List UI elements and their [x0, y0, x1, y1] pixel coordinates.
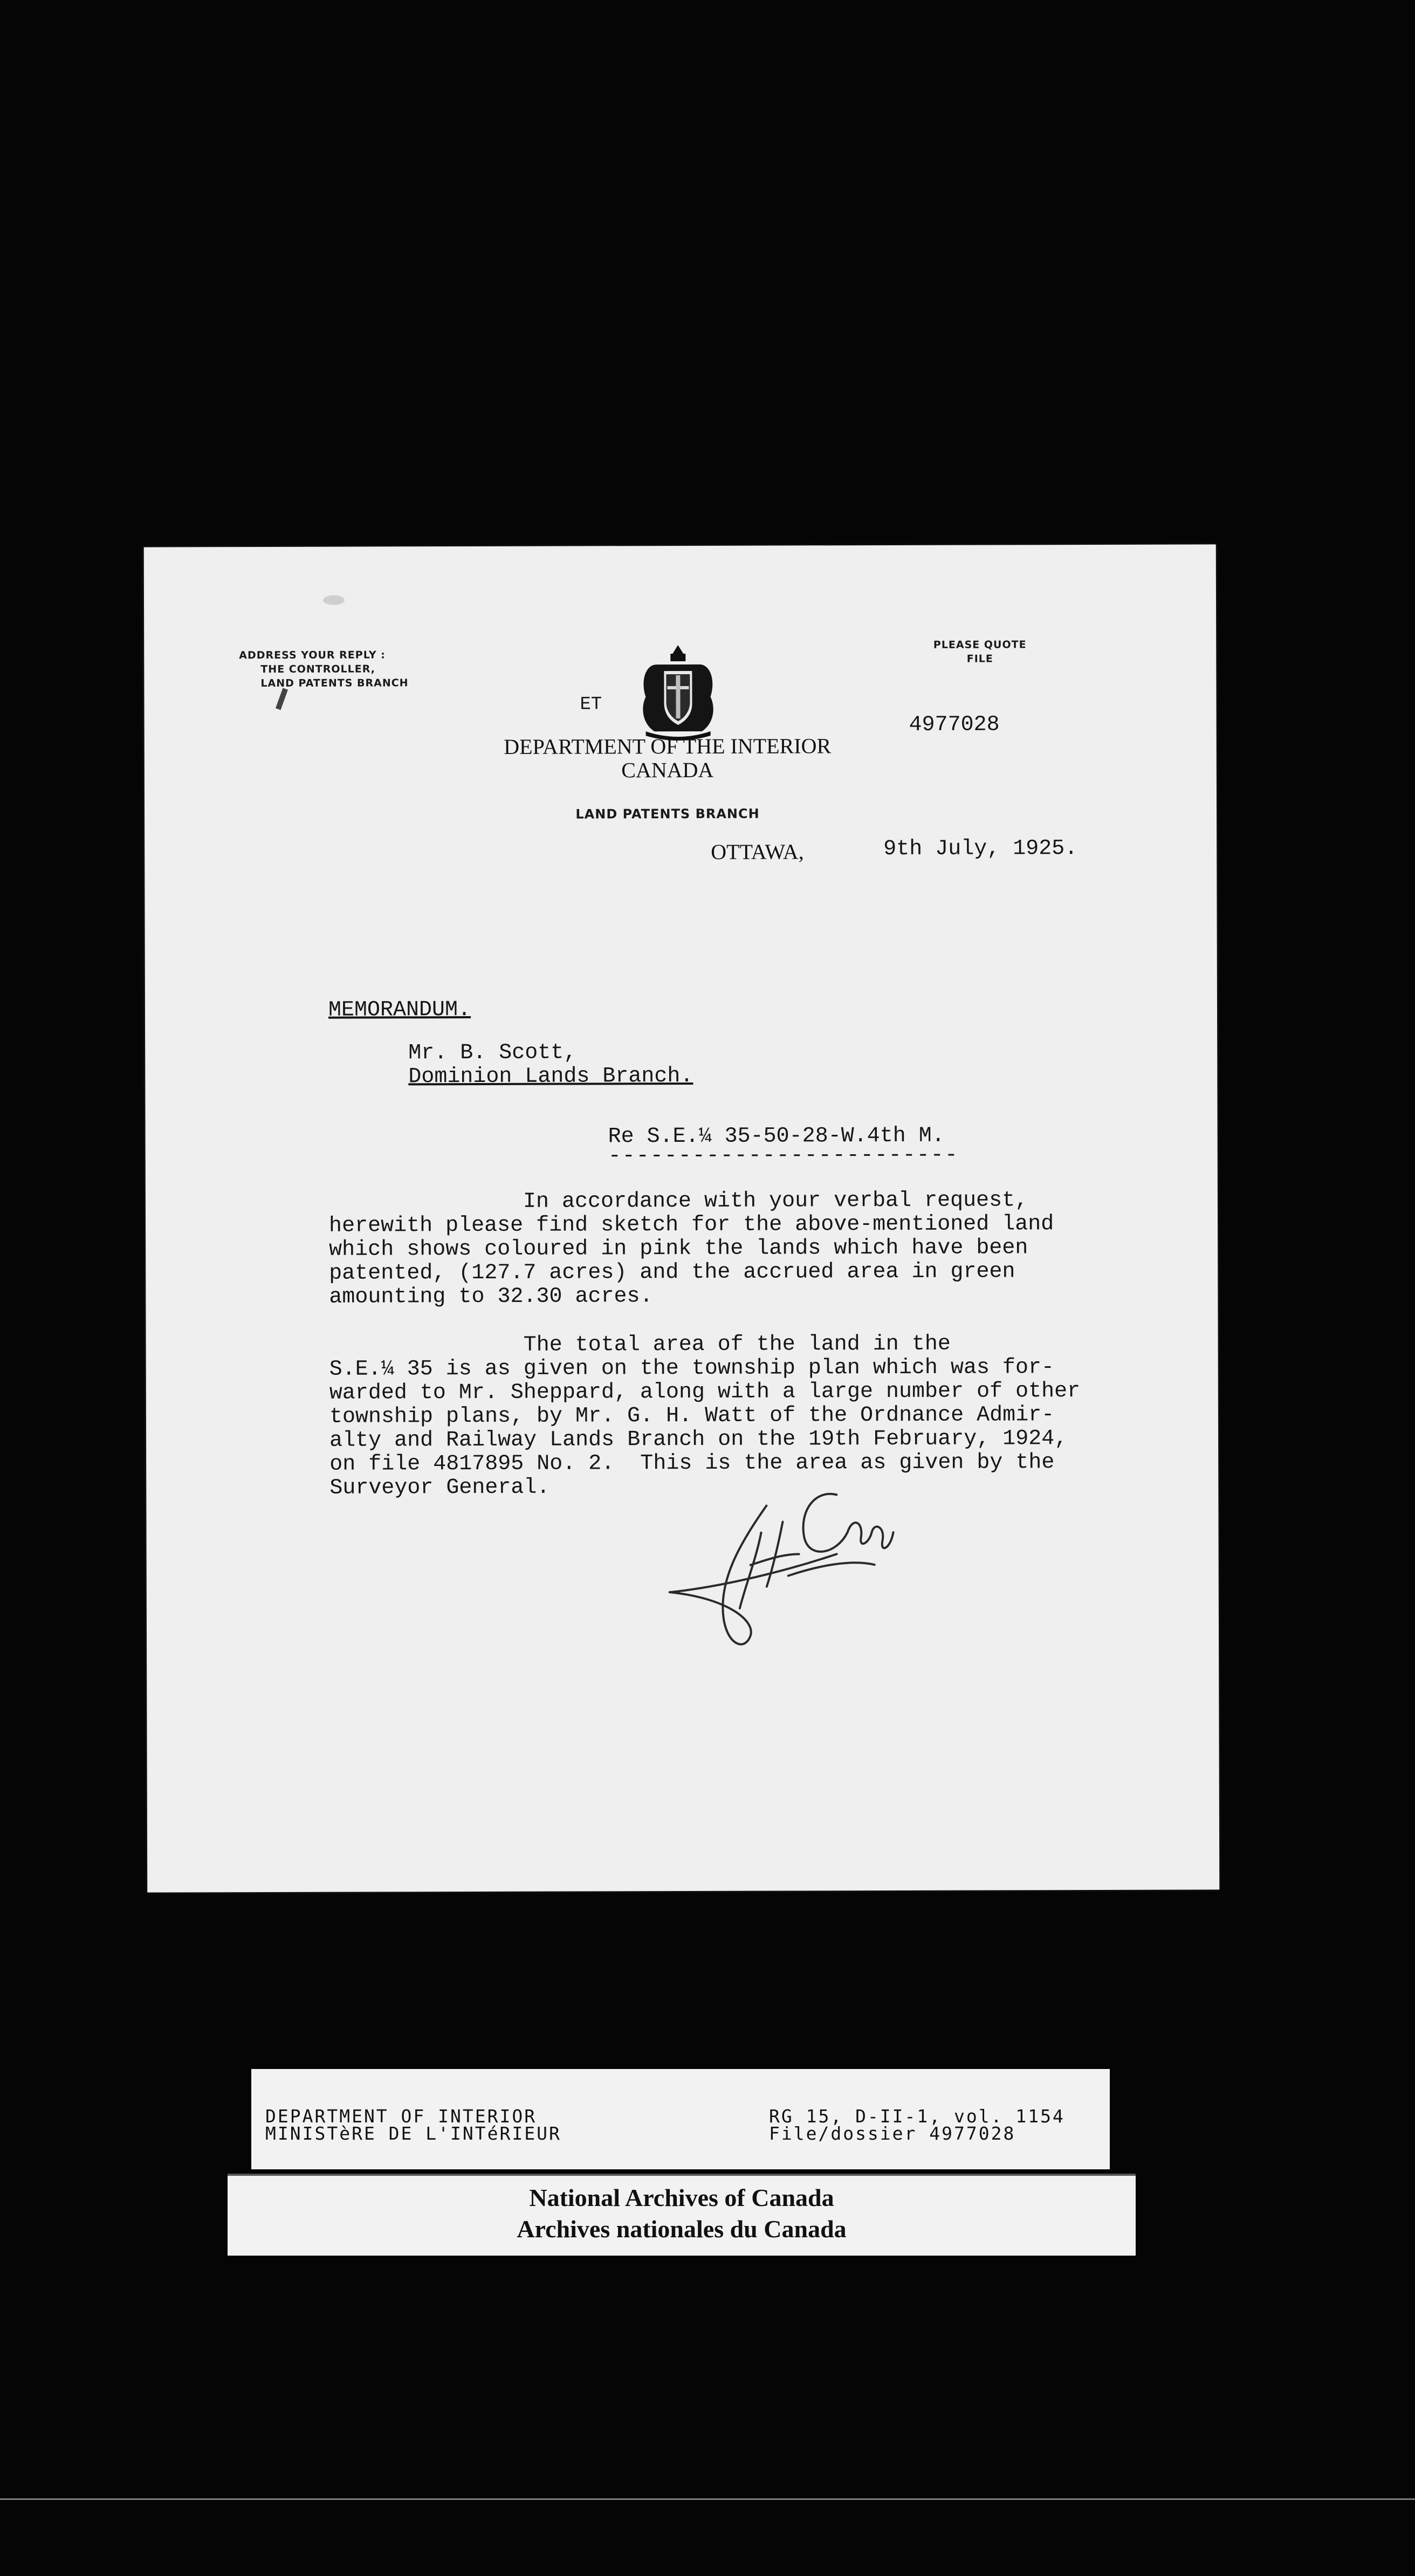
archive-name-fr: Archives nationales du Canada — [517, 2215, 847, 2243]
quote-line: PLEASE QUOTE — [933, 639, 1027, 651]
paragraph-line: In accordance with your verbal request, — [328, 1188, 1028, 1215]
department-name: DEPARTMENT OF THE INTERIOR — [504, 734, 832, 759]
paragraph-line: Surveyor General. — [329, 1475, 550, 1501]
quote-line: FILE — [966, 653, 993, 665]
city: OTTAWA, — [711, 839, 804, 864]
archive-name-en: National Archives of Canada — [529, 2184, 834, 2211]
record-group-reference: RG 15, D-II-1, vol. 1154 — [769, 2106, 1065, 2127]
department-heading — [479, 734, 856, 783]
paragraph-line: S.E.¼ 35 is as given on the township plan which was for- — [329, 1355, 1055, 1382]
file-number: 4977028 — [909, 712, 1000, 737]
letter-page — [144, 544, 1220, 1892]
memo-title: MEMORANDUM. — [328, 998, 471, 1023]
quote-file-block — [931, 638, 1028, 666]
archive-reference-label — [251, 2069, 1110, 2169]
country-name: CANADA — [621, 757, 714, 783]
paragraph-line: on file 4817895 No. 2. This is the area as given by the — [329, 1450, 1055, 1477]
reply-line: ADDRESS YOUR REPLY : — [239, 649, 386, 662]
recipient-name: Mr. B. Scott, — [408, 1040, 577, 1066]
branch-name: LAND PATENTS BRANCH — [575, 806, 760, 822]
paragraph-line: township plans, by Mr. G. H. Watt of the Ordnance Admir- — [329, 1403, 1055, 1429]
archive-name-label — [228, 2174, 1136, 2256]
paragraph-line: alty and Railway Lands Branch on the 19th February, 1924, — [329, 1427, 1068, 1453]
department-label-fr: MINISTèRE DE L'INTéRIEUR — [265, 2123, 561, 2144]
ink-mark — [276, 688, 288, 710]
paragraph-line: herewith please find sketch for the above-mentioned land — [328, 1212, 1054, 1238]
stamp-initials: ET — [580, 694, 602, 715]
signature — [658, 1462, 896, 1668]
paragraph-line: warded to Mr. Sheppard, along with a large number of other — [329, 1379, 1081, 1406]
department-label-en: DEPARTMENT OF INTERIOR — [265, 2106, 537, 2127]
paper-mark — [323, 595, 345, 605]
paragraph-1 — [329, 1189, 1054, 1310]
paragraph-line: The total area of the land in the — [329, 1332, 951, 1358]
reply-line: LAND PATENTS BRANCH — [260, 677, 409, 690]
letter-date: 9th July, 1925. — [883, 837, 1078, 862]
coat-of-arms-icon — [635, 643, 721, 742]
subject-rule: ------------------------- — [608, 1143, 959, 1169]
bottom-rule — [0, 2498, 1415, 2500]
file-reference: File/dossier 4977028 — [769, 2123, 1016, 2144]
paragraph-line: patented, (127.7 acres) and the accrued area in green — [329, 1259, 1015, 1286]
subject-line: Re S.E.¼ 35-50-28-W.4th M. — [608, 1123, 945, 1149]
paragraph-line: amounting to 32.30 acres. — [329, 1284, 653, 1310]
recipient-branch: Dominion Lands Branch. — [408, 1064, 693, 1090]
reply-line: THE CONTROLLER, — [260, 663, 375, 676]
paragraph-line: which shows coloured in pink the lands which have been — [329, 1236, 1028, 1262]
reply-address-block — [239, 648, 408, 690]
